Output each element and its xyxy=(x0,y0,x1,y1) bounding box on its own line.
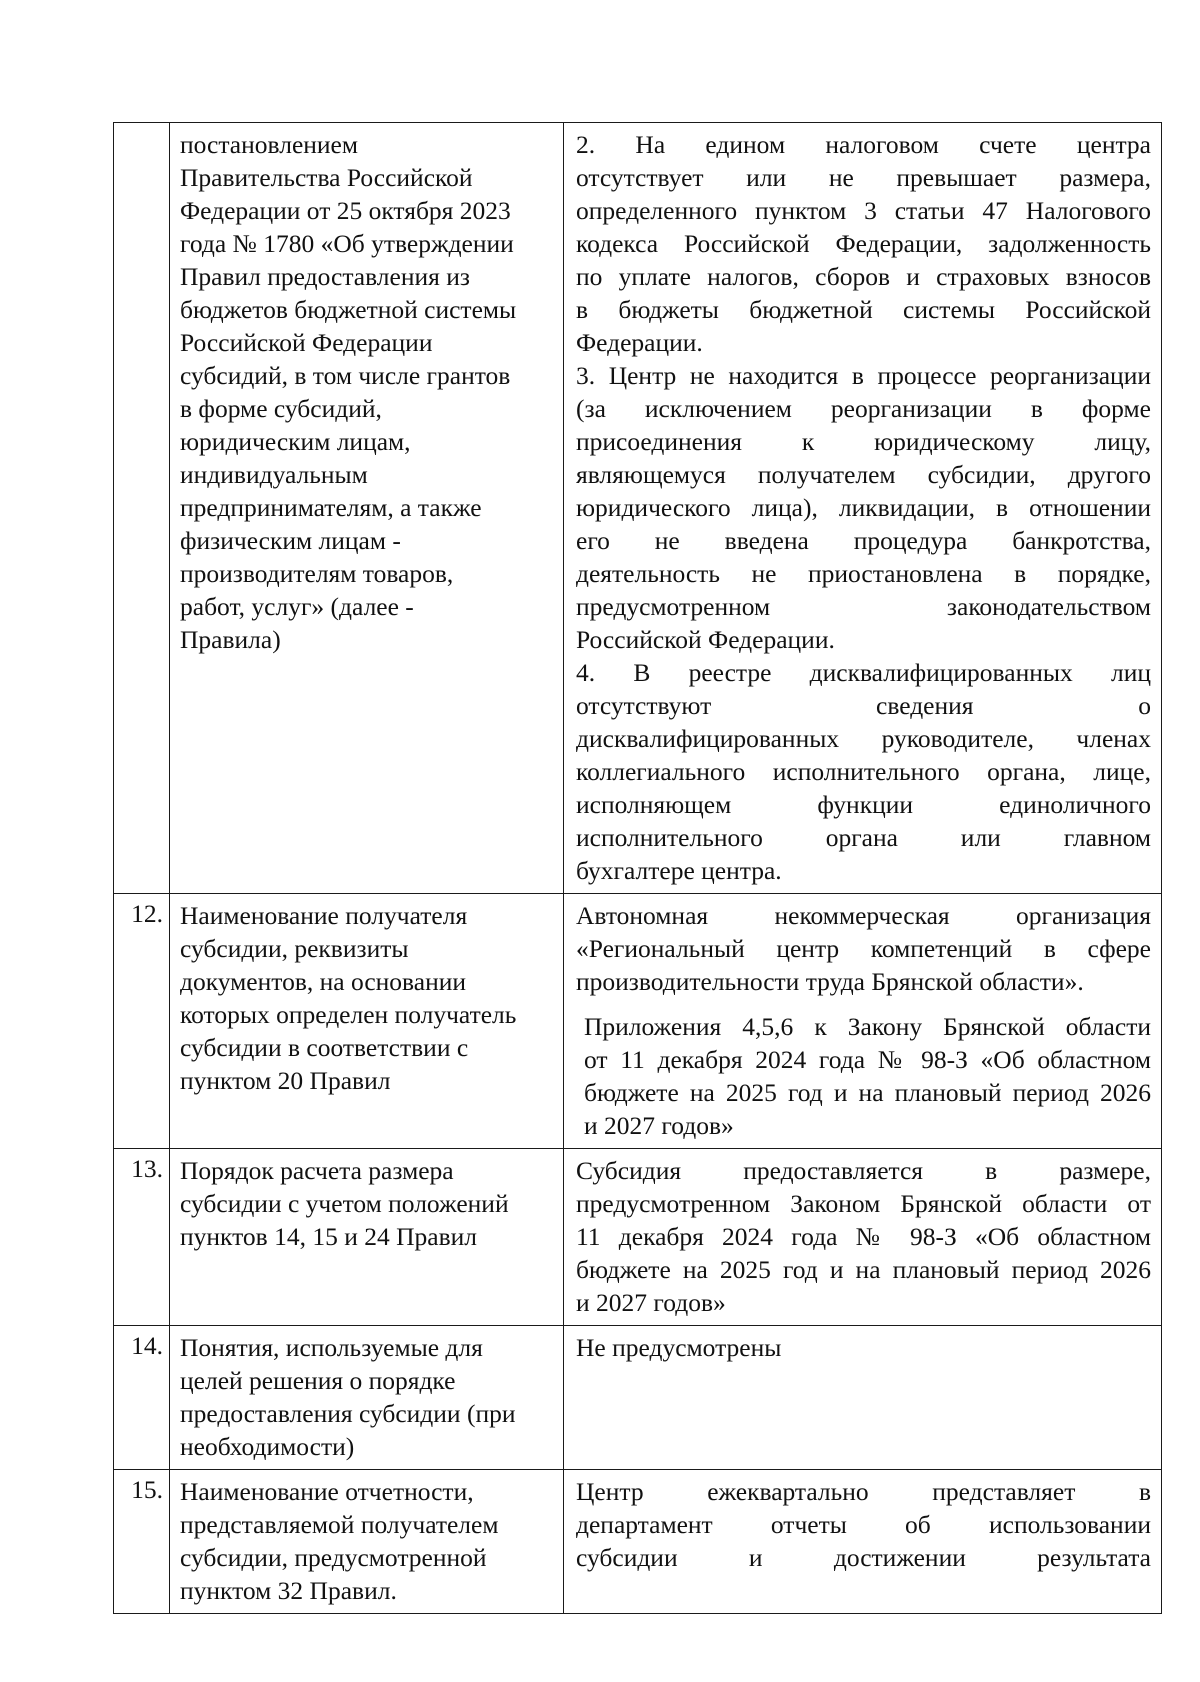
label-line: постановлением xyxy=(180,130,359,159)
value-line: исполнительного органа или главном xyxy=(576,823,1151,852)
table-row xyxy=(114,894,1162,1149)
value-line: «Региональный центр компетенций в сфере xyxy=(576,934,1151,963)
value-line: кодекса Российской Федерации, задолженность xyxy=(576,229,1151,258)
value-line: по уплате налогов, сборов и страховых взносов xyxy=(576,262,1151,291)
value-paragraph xyxy=(576,1010,1151,1142)
label-line: юридическим лицам, xyxy=(180,427,411,456)
value-line: бюджете на 2025 год и на плановый период 2026 xyxy=(584,1078,1151,1107)
label-line: Порядок расчета размера xyxy=(180,1156,454,1185)
value-paragraph xyxy=(576,1475,1151,1574)
document-table xyxy=(113,122,1162,1614)
value-line: производительности труда Брянской области». xyxy=(576,967,1084,996)
value-line: и 2027 годов» xyxy=(576,1288,726,1317)
value-line: департамент отчеты об использовании xyxy=(576,1510,1151,1539)
paragraph-gap xyxy=(576,998,1151,1010)
label-line: предоставления субсидии (при xyxy=(180,1399,516,1428)
value-line: отсутствует или не превышает размера, xyxy=(576,163,1151,192)
label-line: Правила) xyxy=(180,625,281,654)
label-line: производителям товаров, xyxy=(180,559,454,588)
row-value xyxy=(564,1470,1162,1614)
table-row xyxy=(114,123,1162,894)
label-line: Правительства Российской xyxy=(180,163,473,192)
label-line: бюджетов бюджетной системы xyxy=(180,295,517,324)
row-label xyxy=(170,123,564,894)
label-line: документов, на основании xyxy=(180,967,467,996)
label-line: предпринимателям, а также xyxy=(180,493,482,522)
value-line: от 11 декабря 2024 года № 98-З «Об областном xyxy=(584,1045,1151,1074)
label-line: необходимости) xyxy=(180,1432,355,1461)
value-line: являющемуся получателем субсидии, другого xyxy=(576,460,1151,489)
value-line: Приложения 4,5,6 к Закону Брянской области xyxy=(584,1012,1151,1041)
row-number xyxy=(114,123,170,894)
value-line: деятельность не приостановлена в порядке, xyxy=(576,559,1151,588)
value-paragraph xyxy=(576,1331,1151,1364)
value-line: и 2027 годов» xyxy=(584,1111,734,1140)
row-label xyxy=(170,1470,564,1614)
value-line: коллегиального исполнительного органа, лице, xyxy=(576,757,1151,786)
value-line: Не предусмотрены xyxy=(576,1333,782,1362)
value-line: в бюджеты бюджетной системы Российской xyxy=(576,295,1151,324)
label-line: субсидии, реквизиты xyxy=(180,934,409,963)
value-line: отсутствуют сведения о xyxy=(576,691,1151,720)
row-number: 15. xyxy=(114,1470,170,1614)
label-line: пунктом 32 Правил. xyxy=(180,1576,397,1605)
value-line: предусмотренном Законом Брянской области от xyxy=(576,1189,1151,1218)
value-line: определенного пунктом 3 статьи 47 Налогового xyxy=(576,196,1151,225)
label-line: субсидии в соответствии с xyxy=(180,1033,469,1062)
value-line: его не введена процедура банкротства, xyxy=(576,526,1151,555)
value-paragraph xyxy=(576,1154,1151,1319)
row-value xyxy=(564,1149,1162,1326)
value-line: 2. На едином налоговом счете центра xyxy=(576,130,1151,159)
value-paragraph xyxy=(576,359,1151,656)
value-line: субсидии и достижении результата xyxy=(576,1543,1151,1572)
label-line: субсидии, предусмотренной xyxy=(180,1543,487,1572)
value-line: Автономная некоммерческая организация xyxy=(576,901,1151,930)
label-line: Российской Федерации xyxy=(180,328,433,357)
label-line: пунктов 14, 15 и 24 Правил xyxy=(180,1222,477,1251)
row-label xyxy=(170,1149,564,1326)
value-line: присоединения к юридическому лицу, xyxy=(576,427,1151,456)
label-line: физическим лицам - xyxy=(180,526,401,555)
label-line: субсидии с учетом положений xyxy=(180,1189,509,1218)
table-body xyxy=(114,123,1162,1614)
label-line: в форме субсидий, xyxy=(180,394,382,423)
value-line: Федерации. xyxy=(576,328,703,357)
row-value xyxy=(564,894,1162,1149)
label-line: работ, услуг» (далее - xyxy=(180,592,414,621)
label-line: Наименование отчетности, xyxy=(180,1477,474,1506)
row-value xyxy=(564,123,1162,894)
value-line: бюджете на 2025 год и на плановый период 2026 xyxy=(576,1255,1151,1284)
label-line: года № 1780 «Об утверждении xyxy=(180,229,514,258)
row-number: 12. xyxy=(114,894,170,1149)
value-paragraph xyxy=(576,899,1151,998)
table-row xyxy=(114,1470,1162,1614)
label-line: которых определен получатель xyxy=(180,1000,517,1029)
value-line: Центр ежеквартально представляет в xyxy=(576,1477,1151,1506)
label-line: субсидий, в том числе грантов xyxy=(180,361,511,390)
label-line: Федерации от 25 октября 2023 xyxy=(180,196,511,225)
value-line: бухгалтере центра. xyxy=(576,856,782,885)
value-paragraph xyxy=(576,656,1151,887)
value-line: 11 декабря 2024 года № 98-З «Об областном xyxy=(576,1222,1151,1251)
value-line: Российской Федерации. xyxy=(576,625,835,654)
value-line: дисквалифицированных руководителе, членах xyxy=(576,724,1151,753)
row-label xyxy=(170,894,564,1149)
row-number: 14. xyxy=(114,1326,170,1470)
value-line: предусмотренном законодательством xyxy=(576,592,1151,621)
label-line: Понятия, используемые для xyxy=(180,1333,483,1362)
label-line: Правил предоставления из xyxy=(180,262,470,291)
row-number: 13. xyxy=(114,1149,170,1326)
label-line: пунктом 20 Правил xyxy=(180,1066,391,1095)
value-line: 4. В реестре дисквалифицированных лиц xyxy=(576,658,1151,687)
label-line: представляемой получателем xyxy=(180,1510,499,1539)
label-line: Наименование получателя xyxy=(180,901,468,930)
label-line: индивидуальным xyxy=(180,460,368,489)
value-line: Субсидия предоставляется в размере, xyxy=(576,1156,1151,1185)
value-paragraph xyxy=(576,128,1151,359)
value-line: исполняющем функции единоличного xyxy=(576,790,1151,819)
value-line: юридического лица), ликвидации, в отношении xyxy=(576,493,1151,522)
row-value xyxy=(564,1326,1162,1470)
label-line: целей решения о порядке xyxy=(180,1366,456,1395)
value-line: (за исключением реорганизации в форме xyxy=(576,394,1151,423)
table-row xyxy=(114,1149,1162,1326)
value-line: 3. Центр не находится в процессе реорганизации xyxy=(576,361,1151,390)
row-label xyxy=(170,1326,564,1470)
table-row xyxy=(114,1326,1162,1470)
